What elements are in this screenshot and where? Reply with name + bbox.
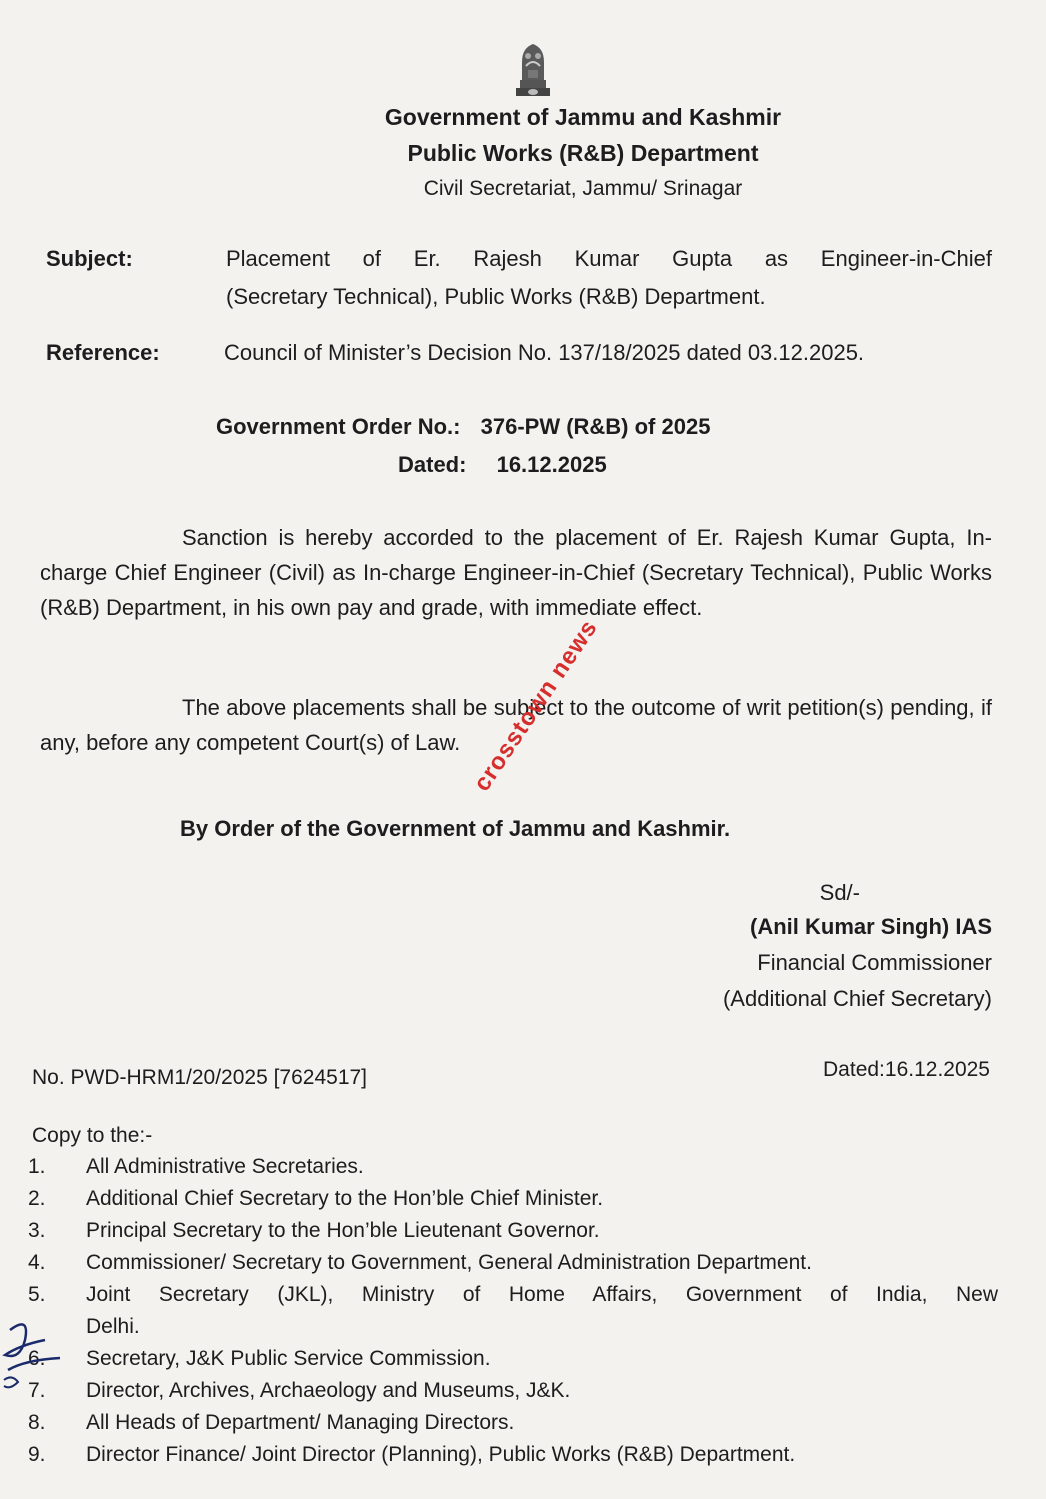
list-item: 2. Additional Chief Secretary to the Hon’ble Chief Minister. xyxy=(28,1187,604,1210)
header-department: Public Works (R&B) Department xyxy=(407,140,759,166)
handwritten-signature-icon xyxy=(0,1310,80,1410)
copy-to-list xyxy=(28,1155,998,1475)
signatory-designation: Financial Commissioner xyxy=(757,950,992,975)
list-item: 7. Director, Archives, Archaeology and Museums, J&K. xyxy=(28,1379,571,1402)
watermark-stamp xyxy=(468,614,680,815)
order-date-value: 16.12.2025 xyxy=(496,452,607,477)
subject-line-2: (Secretary Technical), Public Works (R&B) Department. xyxy=(226,284,766,309)
body-paragraph-2: The above placements shall be subject to the outcome of writ petition(s) pending, if any, before any competent Court(s) of Law. xyxy=(40,695,992,755)
national-emblem-icon xyxy=(498,36,568,106)
copy-to-heading: Copy to the:- xyxy=(32,1124,153,1147)
signatory-name: (Anil Kumar Singh) IAS xyxy=(750,914,992,939)
header-address: Civil Secretariat, Jammu/ Srinagar xyxy=(423,177,743,200)
list-item: Delhi. xyxy=(86,1315,140,1338)
by-order-line: By Order of the Government of Jammu and Kashmir. xyxy=(180,816,731,841)
list-item: 8. All Heads of Department/ Managing Directors. xyxy=(28,1411,515,1434)
subject-label: Subject: xyxy=(46,246,133,271)
issue-date: Dated:16.12.2025 xyxy=(823,1058,990,1081)
list-item: 5. Joint Secretary (JKL), Ministry of Home Affairs, Government of India, New xyxy=(28,1283,998,1306)
order-number-value: 376-PW (R&B) of 2025 xyxy=(480,414,711,439)
list-item: 6. Secretary, J&K Public Service Commission. xyxy=(28,1347,491,1370)
list-item: 1. All Administrative Secretaries. xyxy=(28,1155,364,1178)
reference-label: Reference: xyxy=(46,340,160,365)
list-item: 3. Principal Secretary to the Hon’ble Lieutenant Governor. xyxy=(28,1219,600,1242)
list-item: 9. Director Finance/ Joint Director (Planning), Public Works (R&B) Department. xyxy=(28,1443,796,1466)
file-number: No. PWD-HRM1/20/2025 [7624517] xyxy=(32,1066,368,1089)
watermark-text: crosstown news xyxy=(468,614,604,797)
order-number-label: Government Order No.: xyxy=(216,414,461,439)
subject-line-1: Placement of Er. Rajesh Kumar Gupta as Engineer-in-Chief xyxy=(226,246,992,271)
signed-mark: Sd/- xyxy=(819,880,860,905)
reference-text: Council of Minister’s Decision No. 137/18/2025 dated 03.12.2025. xyxy=(224,340,865,365)
body-paragraph-1: Sanction is hereby accorded to the placement of Er. Rajesh Kumar Gupta, In-charge Chief Engineer (Civil) as In-charge Engineer-in-Chief (Secretary Technical), Public Works (R&B) Department, in his own pay and grade, with immediate effect. xyxy=(40,525,992,620)
order-date xyxy=(398,452,607,478)
signatory-designation-2: (Additional Chief Secretary) xyxy=(722,986,992,1011)
order-number xyxy=(216,414,710,440)
list-item: 4. Commissioner/ Secretary to Government, General Administration Department. xyxy=(28,1251,812,1274)
order-date-label: Dated: xyxy=(398,452,467,477)
header-government: Government of Jammu and Kashmir xyxy=(384,104,782,130)
